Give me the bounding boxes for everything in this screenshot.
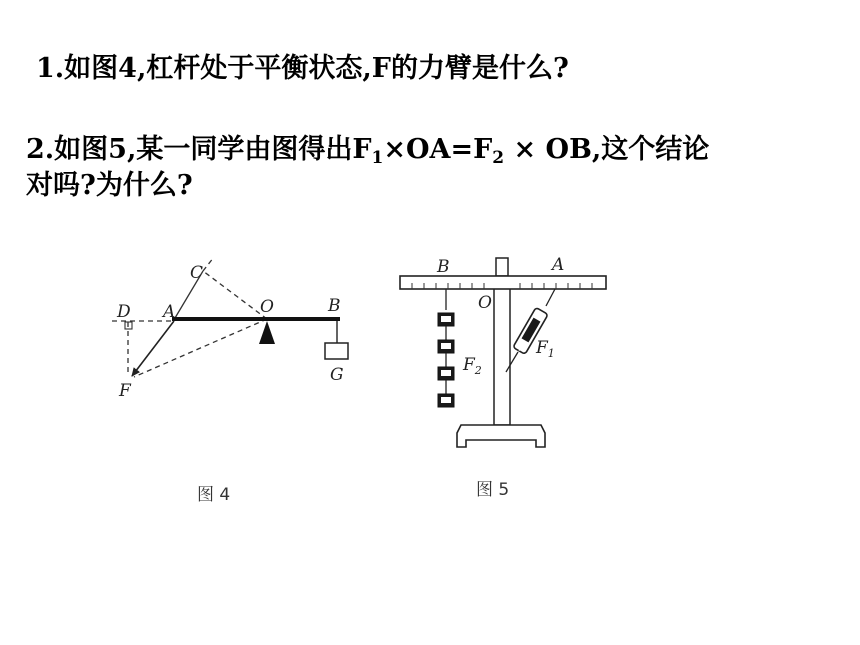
fig5-caption: 图 5 bbox=[476, 480, 510, 500]
fig5-label-f1-sub: 1 bbox=[547, 347, 555, 360]
fig4-force-arrow bbox=[132, 321, 174, 376]
fig4-label-b: B bbox=[328, 296, 341, 316]
question-1-text: 1.如图4,杠杆处于平衡状态,F的力臂是什么? bbox=[36, 53, 569, 84]
figure-4 bbox=[112, 257, 348, 505]
fig4-label-f: F bbox=[119, 381, 131, 401]
fig5-weight-stack bbox=[438, 313, 454, 407]
fig5-lever-bar bbox=[400, 276, 606, 289]
fig4-label-a: A bbox=[163, 302, 176, 322]
fig5-label-f2-sub: 2 bbox=[474, 364, 482, 377]
question-2-part1: 2.如图5,某一同学由图得出F bbox=[26, 134, 372, 165]
question-2-sub1: 1 bbox=[371, 148, 384, 168]
fig5-label-f1-main: F bbox=[536, 338, 548, 358]
fig5-stand-base bbox=[457, 425, 545, 447]
fig5-label-a: A bbox=[552, 255, 565, 275]
fig5-label-f2-main: F bbox=[463, 355, 475, 375]
fig5-label-o: O bbox=[478, 293, 492, 313]
fig4-caption: 图 4 bbox=[197, 485, 231, 505]
question-2-part3: × OB,这个结论 bbox=[504, 134, 710, 165]
question-2-part2: ×OA=F bbox=[383, 134, 493, 165]
fig5-label-f2 bbox=[462, 355, 482, 377]
fig5-label-b: B bbox=[437, 257, 450, 277]
fig4-dashed-oc bbox=[203, 271, 267, 319]
fig4-dashed-c-top bbox=[203, 257, 214, 271]
fig4-weight bbox=[325, 343, 348, 359]
fig4-label-c: C bbox=[190, 263, 204, 283]
figure-5 bbox=[400, 255, 606, 500]
fig5-balance-hook-top bbox=[546, 289, 555, 306]
fig4-fulcrum bbox=[259, 321, 275, 344]
fig4-label-g: G bbox=[330, 365, 344, 385]
fig5-stand-pole bbox=[494, 288, 510, 425]
fig4-label-o: O bbox=[260, 297, 274, 317]
question-2-line2: 对吗?为什么? bbox=[26, 170, 193, 201]
fig4-label-d: D bbox=[117, 302, 131, 322]
fig5-label-f1 bbox=[535, 338, 555, 360]
question-2-sub2: 2 bbox=[492, 148, 505, 168]
fig5-pole-knob bbox=[496, 258, 508, 276]
